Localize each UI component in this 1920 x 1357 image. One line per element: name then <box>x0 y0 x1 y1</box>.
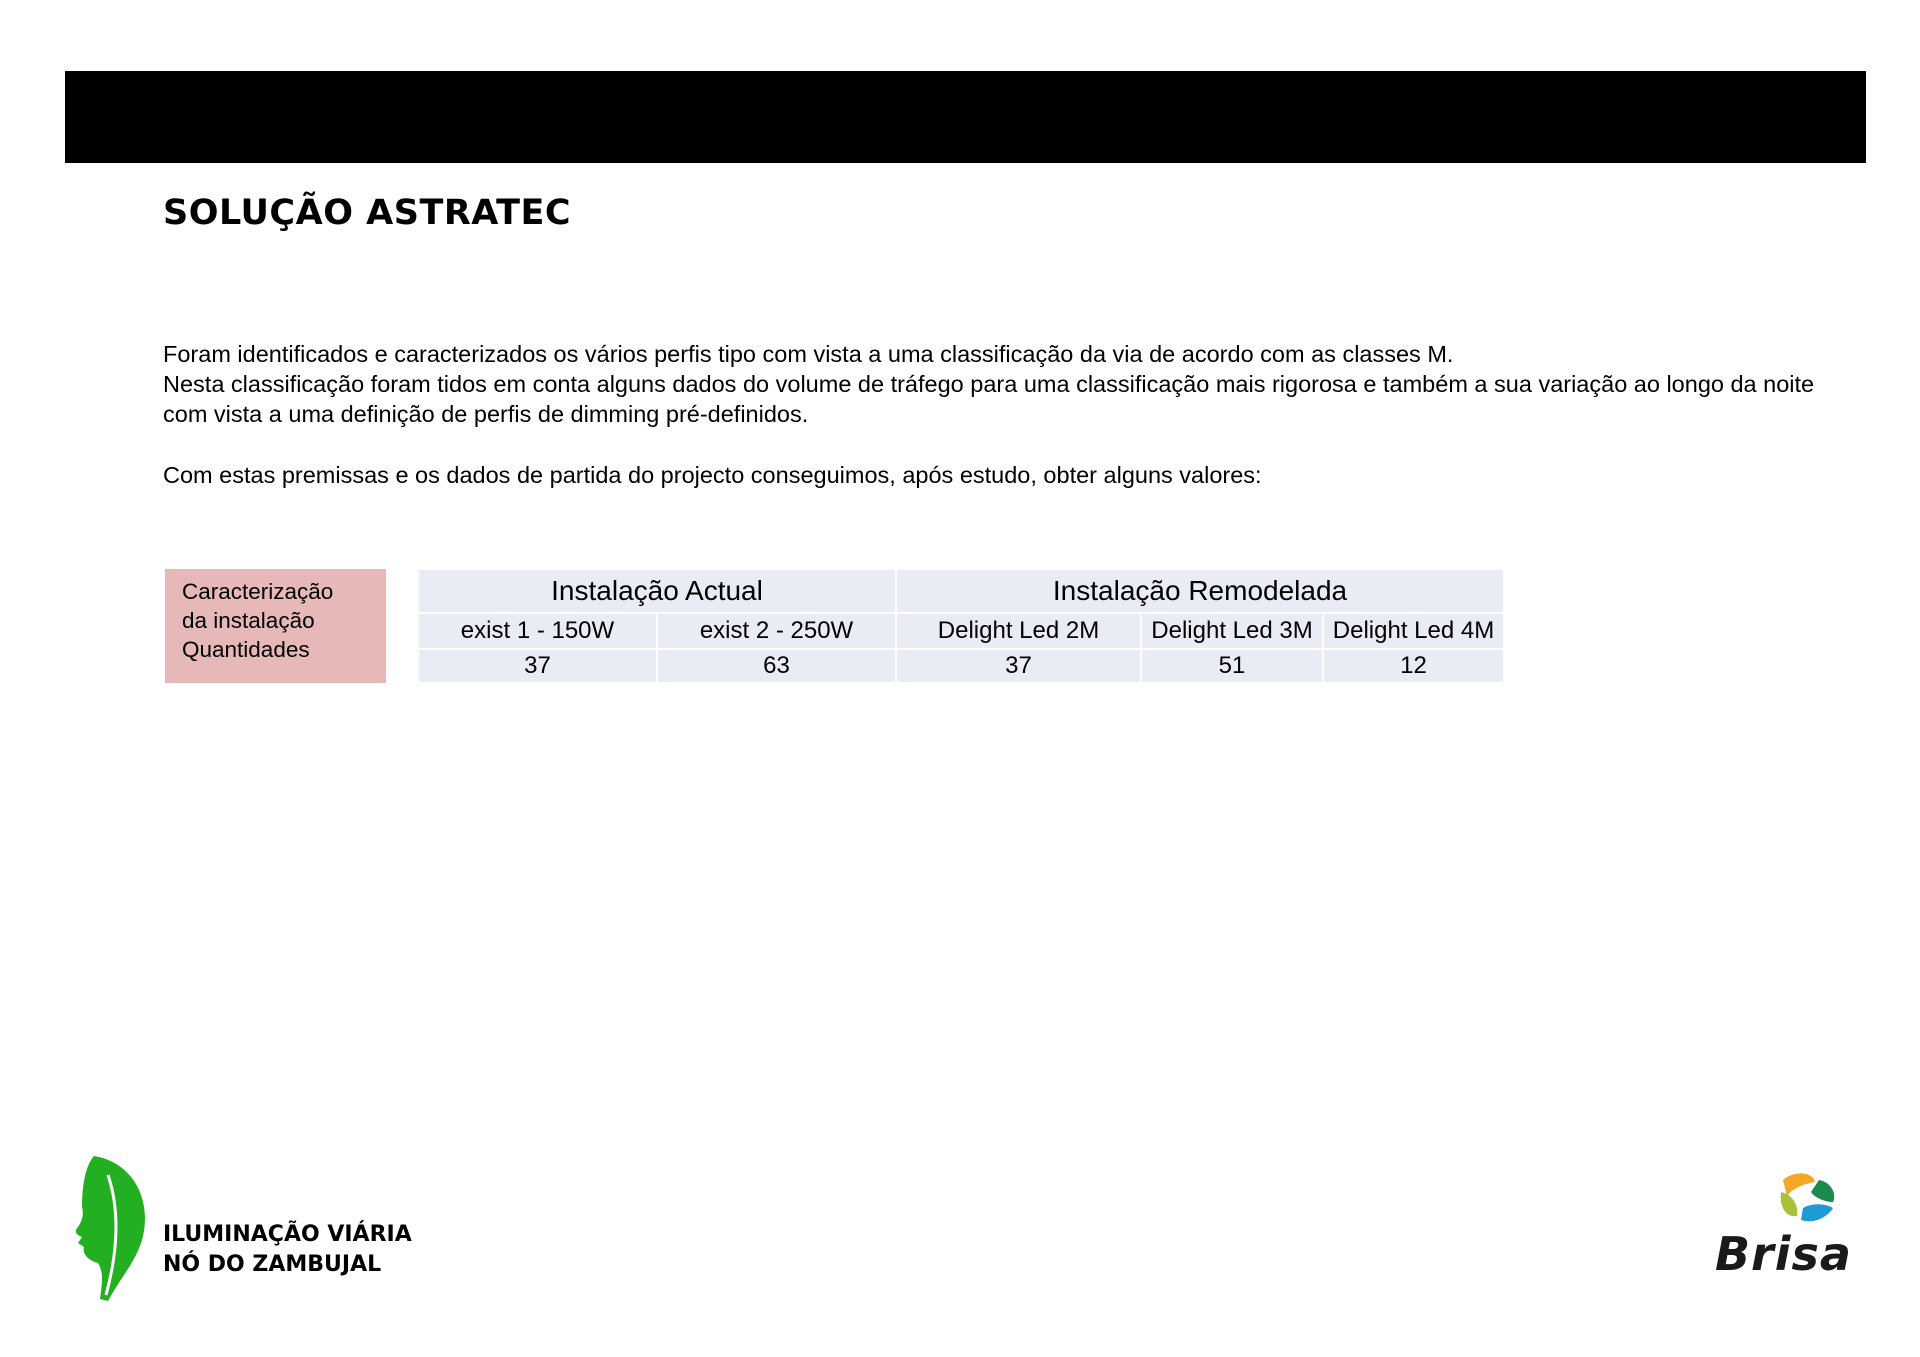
column-header: exist 2 - 250W <box>657 613 896 649</box>
column-header: exist 1 - 150W <box>418 613 657 649</box>
installation-table <box>417 568 1505 684</box>
quantity-cell: 63 <box>657 649 896 683</box>
footer-text <box>163 1220 412 1280</box>
column-header: Delight Led 3M <box>1141 613 1323 649</box>
paragraph-1: Foram identificados e caracterizados os vários perfis tipo com vista a uma classificação da via de acordo com as classes M. <box>163 341 1454 367</box>
label-line-1: Caracterização <box>182 579 334 604</box>
column-header: Delight Led 2M <box>896 613 1141 649</box>
paragraph-2: Nesta classificação foram tidos em conta alguns dados do volume de tráfego para uma classificação mais rigorosa e também a sua variação ao longo da noite com vista a uma definição de perfis de dimming pré-definidos. <box>163 371 1815 427</box>
page-title: SOLUÇÃO ASTRATEC <box>163 193 572 233</box>
group-header-remodelada: Instalação Remodelada <box>896 569 1504 613</box>
brisa-logo <box>1715 1172 1850 1282</box>
petal-green <box>1811 1180 1834 1202</box>
quantity-cell: 37 <box>896 649 1141 683</box>
table-row <box>418 649 1504 683</box>
leaf-face-icon <box>72 1151 152 1303</box>
quantity-cell: 12 <box>1323 649 1504 683</box>
table-column-row <box>418 613 1504 649</box>
brisa-petals-icon <box>1777 1172 1837 1228</box>
footer-line-1: ILUMINAÇÃO VIÁRIA <box>163 1222 412 1247</box>
petal-orange <box>1783 1173 1815 1196</box>
petal-blue <box>1801 1204 1833 1221</box>
footer-line-2: NÓ DO ZAMBUJAL <box>163 1252 382 1277</box>
paragraph-3: Com estas premissas e os dados de partida do projecto conseguimos, após estudo, obter alguns valores: <box>163 462 1262 488</box>
header-bar <box>65 71 1866 163</box>
column-header: Delight Led 4M <box>1323 613 1504 649</box>
body-text <box>163 339 1863 490</box>
brisa-wordmark: Brisa <box>1715 1227 1852 1281</box>
group-header-actual: Instalação Actual <box>418 569 896 613</box>
quantity-cell: 37 <box>418 649 657 683</box>
label-line-2: da instalação <box>182 608 315 633</box>
petal-lime <box>1781 1192 1798 1216</box>
quantity-cell: 51 <box>1141 649 1323 683</box>
table-group-row <box>418 569 1504 613</box>
label-line-3: Quantidades <box>182 637 310 662</box>
installation-label-box <box>165 569 386 683</box>
